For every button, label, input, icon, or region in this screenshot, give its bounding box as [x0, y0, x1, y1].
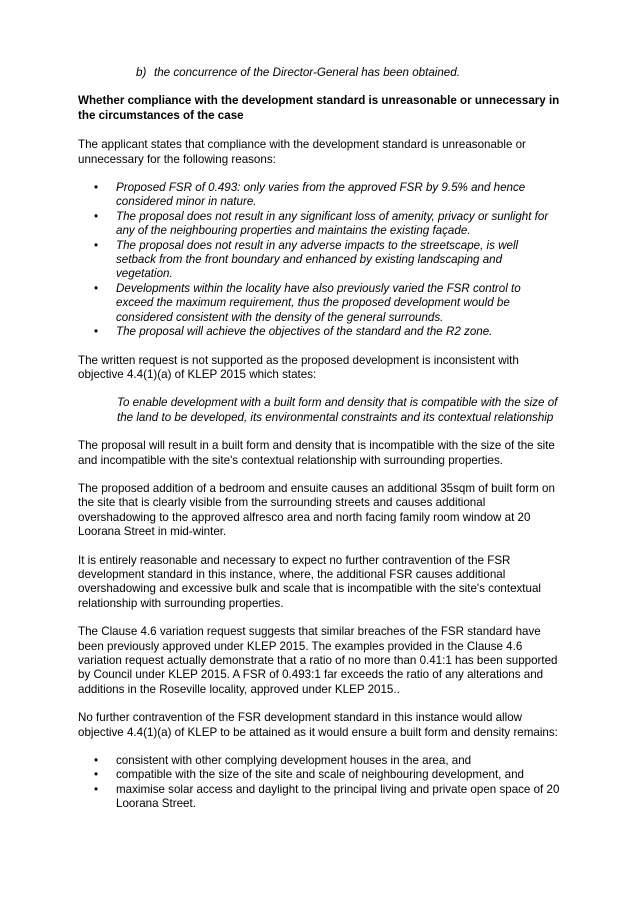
bullet-icon: • — [94, 768, 99, 782]
list-item — [78, 768, 560, 782]
list-item — [78, 210, 560, 239]
bullet-icon: • — [94, 181, 99, 195]
list-item-text: The proposal will achieve the objectives of the standard and the R2 zone. — [116, 325, 493, 339]
not-supported-paragraph: The written request is not supported as the proposed development is inconsistent with objective 4.4(1)(a) of KLEP 2015 which states: — [78, 353, 519, 381]
sub-item-marker: b) — [136, 66, 147, 79]
list-item-text: compatible with the size of the site and scale of neighbouring development, and — [116, 768, 524, 782]
objective-quote: To enable development with a built form and density that is compatible with the size of the land to be developed, its environmental constraints and its contextual relationship — [117, 396, 558, 424]
list-item-text: The proposal does not result in any significant loss of amenity, privacy or sunlight for any of the neighbouring properties and maintains the existing façade. — [116, 209, 549, 238]
list-item-text: consistent with other complying development houses in the area, and — [116, 754, 472, 768]
built-form-paragraph: The proposal will result in a built form and density that is incompatible with the size of the site and incompatible with the site's contextual relationship with surrounding properties. — [78, 439, 555, 467]
list-item — [78, 282, 560, 325]
reasonable-paragraph: It is entirely reasonable and necessary to expect no further contravention of the FSR development standard in this instance, where, the additional FSR causes additional overshadowing and excessive bulk and scale that is incompatible with the site's contextual relationship with surrounding properties. — [78, 553, 542, 610]
no-further-paragraph: No further contravention of the FSR development standard in this instance would allow objective 4.4(1)(a) of KLEP to be attained as it would ensure a built form and density remains: — [78, 711, 558, 739]
bullet-icon: • — [94, 782, 99, 796]
list-item — [78, 783, 560, 812]
bullet-icon: • — [94, 281, 99, 295]
list-item-text: maximise solar access and daylight to the principal living and private open space of 20 Loorana Street. — [116, 782, 560, 811]
bullet-icon: • — [94, 325, 99, 339]
list-item-text: Proposed FSR of 0.493: only varies from the approved FSR by 9.5% and hence considered minor in nature. — [116, 181, 526, 209]
intro-paragraph: The applicant states that compliance with the development standard is unreasonable or unnecessary for the following reasons: — [78, 138, 526, 166]
bedroom-paragraph: The proposed addition of a bedroom and ensuite causes an additional 35sqm of built form on the site that is clearly visible from the surrounding streets and causes additional overshadowing to the approved alfresco area and north facing family room window at 20 Loorana Street in mid-winter. — [78, 481, 555, 539]
list-item-text: Developments within the locality have also previously varied the FSR control to exceed the maximum requirement, thus the proposed development would be considered consistent with the density of the general surrounds. — [116, 281, 521, 324]
sub-item-b — [78, 66, 560, 80]
bullet-icon: • — [94, 209, 99, 223]
bullet-icon: • — [94, 238, 99, 252]
reasons-list — [78, 181, 560, 339]
sub-item-text: the concurrence of the Director-General has been obtained. — [154, 66, 460, 79]
list-item — [78, 239, 560, 282]
outcomes-list — [78, 754, 560, 812]
clause-paragraph: The Clause 4.6 variation request suggests that similar breaches of the FSR standard have been previously approved under KLEP 2015. The examples provided in the Clause 4.6 variation request actually demonstrate that a ratio of no more than 0.41:1 has been supported by Council under KLEP 2015. A FSR of 0.493:1 far exceeds the ratio of any alterations and additions in the Roseville locality, approved under KLEP 2015.. — [78, 625, 558, 696]
section-heading: Whether compliance with the development standard is unreasonable or unnecessary in the circumstances of the case — [78, 94, 560, 122]
bullet-icon: • — [94, 754, 99, 768]
list-item — [78, 754, 560, 768]
list-item-text: The proposal does not result in any adverse impacts to the streetscape, is well setback from the front boundary and enhanced by existing landscaping and vegetation. — [116, 238, 519, 281]
list-item — [78, 181, 560, 210]
list-item — [78, 325, 560, 339]
